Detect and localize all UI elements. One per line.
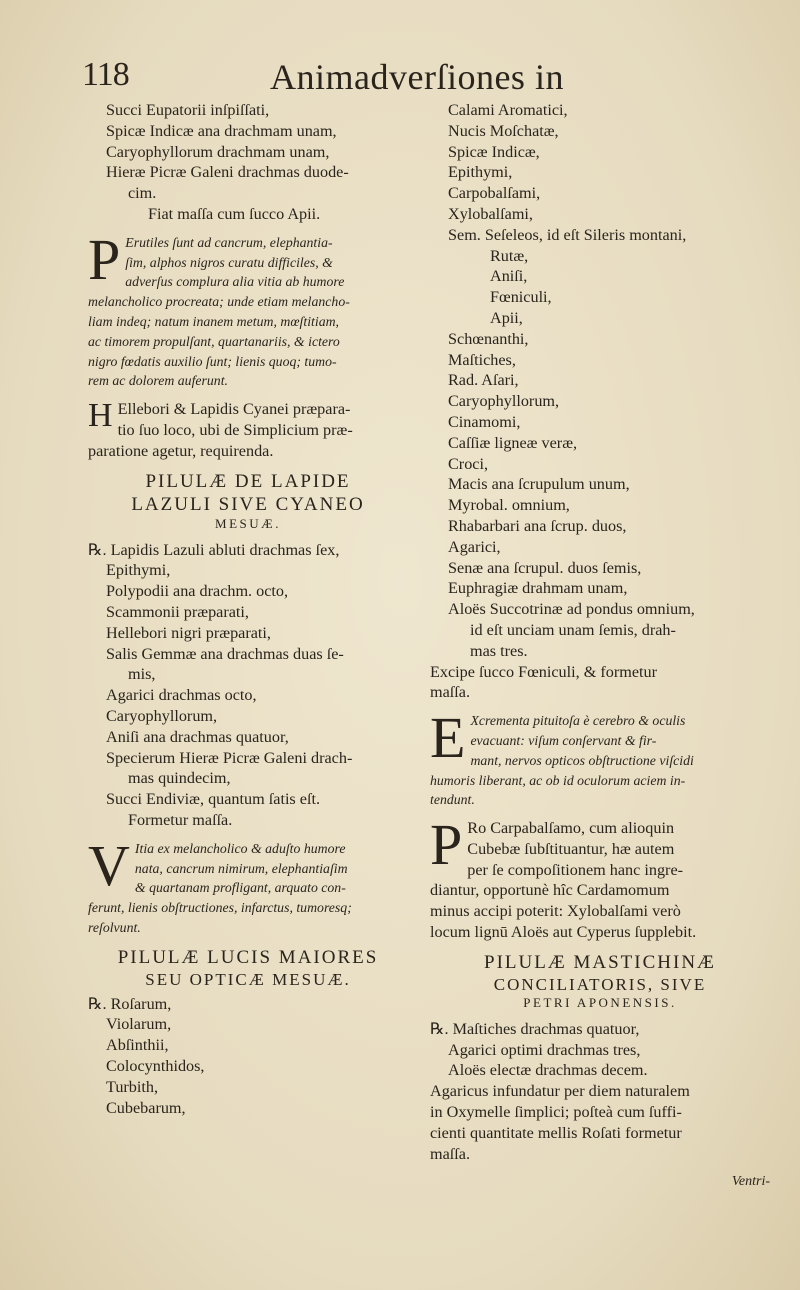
recipe-line: Carpobalſami,	[448, 184, 541, 203]
section-heading: PILULÆ LUCIS MAIORES	[117, 946, 379, 968]
text-line: Caryophyllorum drachmam unam,	[106, 142, 330, 161]
catchword: Ventri-	[731, 1174, 770, 1190]
section-heading: PILULÆ DE LAPIDE	[145, 470, 351, 492]
recipe-line: Aloës electæ drachmas decem.	[448, 1061, 648, 1080]
recipe-line: Rutæ,	[490, 246, 529, 265]
folio-number: 118	[82, 56, 129, 93]
recipe-line: Aniſi,	[490, 267, 528, 286]
text-line: per ſe compoſitionem hanc ingre-	[467, 860, 684, 879]
recipe-line: Cinamomi,	[448, 412, 521, 431]
section-heading: PETRI APONENSIS.	[523, 994, 677, 1010]
drop-cap: E	[430, 705, 466, 771]
recipe-line: cienti quantitate mellis Roſati formetur	[430, 1123, 682, 1142]
recipe-line: Epithymi,	[448, 163, 513, 182]
drop-cap: V	[88, 832, 130, 898]
note-line: Itia ex melancholico & aduſto humore	[134, 840, 346, 856]
recipe-line: Euphragiæ drahmam unam,	[448, 579, 628, 598]
recipe-line: Fœniculi,	[490, 288, 552, 307]
note-line: nata, cancrum nimirum, elephantiaſim	[134, 860, 348, 876]
recipe-line: Agarici,	[448, 537, 501, 556]
recipe-line: Specierum Hieræ Picræ Galeni drach-	[106, 748, 353, 767]
recipe-line: in Oxymelle ſimplici; poſteà cum ſuffi-	[430, 1103, 682, 1122]
note-line: Xcrementa pituitoſa è cerebro & oculis	[470, 713, 686, 729]
note-line: tendunt.	[430, 792, 475, 808]
recipe-line: Salis Gemmæ ana drachmas duas ſe-	[106, 644, 344, 663]
recipe-line: Aniſi ana drachmas quatuor,	[106, 727, 289, 746]
note-line: ferunt, lienis obſtructiones, infarctus, tumoresq;	[88, 900, 352, 916]
recipe-line: Agaricus infundatur per diem naturalem	[430, 1082, 690, 1101]
recipe-line: mas tres.	[470, 641, 528, 660]
section-heading: SEU OPTICÆ MESUÆ.	[145, 969, 351, 989]
recipe-line: Turbith,	[106, 1077, 159, 1096]
running-title: Animadverſiones in	[270, 57, 564, 97]
left-column	[88, 100, 408, 1118]
note-line: melancholico procreata; unde etiam melancho-	[88, 294, 350, 310]
section-heading: MESUÆ.	[215, 515, 281, 531]
recipe-line: Epithymi,	[106, 561, 171, 580]
recipe-line: Macis ana ſcrupulum unum,	[448, 475, 630, 494]
recipe-line: Sem. Seſeleos, id eſt Sileris montani,	[448, 225, 687, 244]
note-line: rem ac dolorem auferunt.	[88, 373, 228, 389]
recipe-line: Maſtiches,	[448, 350, 516, 369]
fiat-line: Fiat maſſa cum ſucco Apii.	[148, 204, 321, 223]
note-perutiles	[88, 226, 408, 391]
recipe-line: Caryophyllorum,	[106, 706, 218, 725]
text-line: cim.	[128, 184, 157, 203]
drop-cap: H	[88, 397, 113, 435]
note-line: evacuant: viſum conſervant & fir-	[470, 732, 657, 748]
paragraph-ellebori	[88, 399, 408, 461]
note-line: ac timorem propulſant, quartanariis, & ictero	[88, 333, 340, 349]
recipe-line: mis,	[128, 665, 156, 684]
recipe-line: Succi Endiviæ, quantum ſatis eſt.	[106, 790, 321, 809]
right-column	[430, 100, 770, 1193]
recipe-line: Violarum,	[106, 1015, 172, 1034]
recipe-line: Formetur maſſa.	[128, 810, 233, 829]
note-line: humoris liberant, ac ob id oculorum aciem in-	[430, 772, 686, 788]
section-heading: PILULÆ MASTICHINÆ	[484, 951, 716, 973]
text-line: minus accipi poterit: Xylobalſami verò	[430, 902, 681, 921]
recipe-line: Scammonii præparati,	[106, 602, 249, 621]
recipe-line: Myrobal. omnium,	[448, 496, 570, 515]
recipe-line: Xylobalſami,	[448, 204, 533, 223]
recipe-line: Calami Aromatici,	[448, 101, 568, 119]
text-line: Spicæ Indicæ ana drachmam unam,	[106, 121, 337, 140]
note-line: Erutiles ſunt ad cancrum, elephantia-	[125, 234, 333, 250]
recipe-line: Colocynthidos,	[106, 1057, 205, 1076]
note-line: ſim, alphos nigros curatu difficiles, &	[125, 254, 333, 270]
recipe-line: Rhabarbari ana ſcrup. duos,	[448, 516, 627, 535]
paragraph-pro-carpabalsamo	[430, 812, 770, 943]
recipe-line: Agarici optimi drachmas tres,	[448, 1040, 641, 1059]
recipe-line: ℞. Lapidis Lazuli abluti drachmas ſex,	[88, 540, 340, 559]
recipe-line: Abſinthii,	[106, 1036, 169, 1055]
note-line: nigro fœdatis auxilio ſunt; lienis quoq; tumo-	[88, 353, 337, 369]
recipe-line: ℞. Roſarum,	[88, 994, 172, 1013]
text-line: tio ſuo loco, ubi de Simplicium præ-	[117, 420, 353, 439]
text-line: paratione agetur, requirenda.	[88, 441, 274, 460]
recipe-line: Schœnanthi,	[448, 329, 529, 348]
recipe-line: ℞. Maſtiches drachmas quatuor,	[430, 1019, 640, 1038]
recipe-line: Caſſiæ ligneæ veræ,	[448, 433, 578, 452]
note-vitia	[88, 832, 408, 938]
recipe-line: Polypodii ana drachm. octo,	[106, 582, 289, 601]
recipe-line: Aloës Succotrinæ ad pondus omnium,	[448, 600, 695, 619]
excipe-line: maſſa.	[430, 683, 471, 702]
text-line: Ro Carpabalſamo, cum alioquin	[467, 819, 675, 838]
recipe-line: Senæ ana ſcrupul. duos ſemis,	[448, 558, 642, 577]
recipe-line: Apii,	[490, 308, 523, 327]
note-line: mant, nervos opticos obſtructione viſcidi	[470, 752, 694, 768]
text-line: locum lignū Aloës aut Cyperus ſupplebit.	[430, 923, 697, 942]
recipe-line: Rad. Aſari,	[448, 371, 519, 390]
drop-cap: P	[88, 226, 121, 292]
drop-cap: P	[430, 812, 463, 878]
text-line: Succi Eupatorii inſpiſſati,	[106, 101, 270, 119]
text-line: Hieræ Picræ Galeni drachmas duode-	[106, 163, 349, 182]
recipe-line: id eſt unciam unam ſemis, drah-	[470, 620, 676, 639]
note-line: liam indeq; natum inanem metum, mœſtitiam,	[88, 313, 340, 329]
recipe-line: Cubebarum,	[106, 1098, 186, 1117]
excipe-line: Excipe ſucco Fœniculi, & formetur	[430, 662, 658, 681]
text-line: Ellebori & Lapidis Cyanei præpara-	[117, 400, 351, 419]
recipe-line: Caryophyllorum,	[448, 392, 560, 411]
note-line: & quartanam profligant, arquato con-	[134, 880, 346, 896]
recipe-line: Croci,	[448, 454, 489, 473]
text-line: Cubebæ ſubſtituantur, hæ autem	[467, 839, 675, 858]
section-heading: LAZULI SIVE CYANEO	[131, 493, 365, 515]
recipe-line: Spicæ Indicæ,	[448, 142, 540, 161]
note-line: reſolvunt.	[88, 919, 141, 935]
recipe-line: Hellebori nigri præparati,	[106, 623, 271, 642]
text-line: diantur, opportunè hîc Cardamomum	[430, 881, 670, 900]
recipe-line: mas quindecim,	[128, 769, 231, 788]
page-header	[82, 56, 682, 106]
recipe-line: maſſa.	[430, 1144, 471, 1163]
recipe-line: Agarici drachmas octo,	[106, 686, 257, 705]
recipe-line: Nucis Moſchatæ,	[448, 121, 559, 140]
note-excrementa	[430, 705, 770, 810]
note-line: adverſus complura alia vitia ab humore	[125, 274, 345, 290]
section-heading: CONCILIATORIS, SIVE	[493, 974, 707, 994]
